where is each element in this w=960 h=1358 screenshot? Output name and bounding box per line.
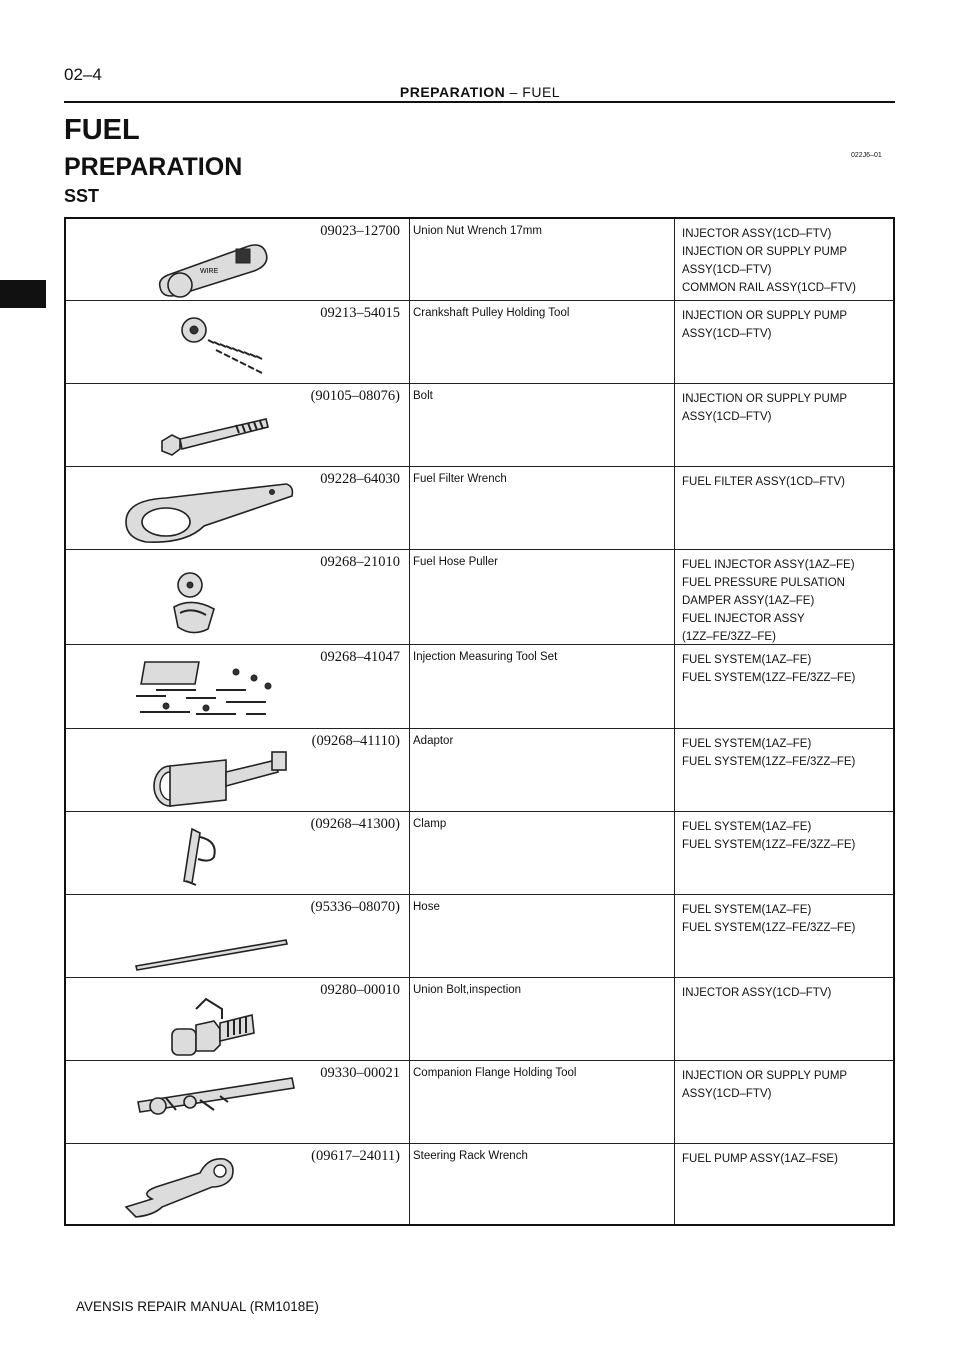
svg-text:WIRE: WIRE [200,268,219,275]
applies-to-list [682,390,888,426]
fuel-hose-puller-icon [96,567,296,637]
page-subtitle: PREPARATION [64,153,243,181]
applies-to-item: FUEL SYSTEM(1ZZ–FE/3ZZ–FE) [682,922,856,934]
applies-to-item: INJECTION OR SUPPLY PUMP [682,393,848,405]
table-row [66,550,893,645]
part-number: 09330–00021 [320,1065,400,1081]
running-header [0,84,960,100]
applies-to-item: FUEL SYSTEM(1AZ–FE) [682,821,812,833]
applies-to-item: FUEL SYSTEM(1AZ–FE) [682,654,812,666]
table-row [66,978,893,1061]
table-row [66,219,893,301]
applies-to-item: INJECTION OR SUPPLY PUMP [682,1070,848,1082]
applies-to-item: FUEL INJECTOR ASSY(1AZ–FE) [682,559,855,571]
header-section: PREPARATION [399,84,506,100]
page-title: FUEL [64,114,140,146]
applies-to-item: ASSY(1CD–FTV) [682,1088,772,1100]
page-footer: AVENSIS REPAIR MANUAL (RM1018E) [76,1299,319,1314]
part-number: (09268–41110) [311,733,400,749]
applies-to-item: ASSY(1CD–FTV) [682,264,772,276]
table-row [66,729,893,812]
sst-table [64,217,895,1226]
applies-to-item: FUEL SYSTEM(1AZ–FE) [682,738,812,750]
applies-to-list [682,307,888,343]
applies-to-item: ASSY(1CD–FTV) [682,411,772,423]
table-row [66,645,893,729]
part-number: (95336–08070) [310,899,400,915]
table-row [66,1061,893,1144]
applies-to-list [682,818,888,854]
applies-to-item: FUEL SYSTEM(1AZ–FE) [682,904,812,916]
tool-name: Bolt [413,390,433,402]
part-number: 09268–41047 [320,649,400,665]
hose-icon [96,906,296,976]
header-topic: FUEL [522,84,561,100]
applies-to-item: FUEL PRESSURE PULSATION [682,577,845,589]
table-row [66,895,893,978]
tool-name: Clamp [413,818,447,830]
part-number: 09023–12700 [320,223,400,239]
applies-to-item: INJECTION OR SUPPLY PUMP [682,246,848,258]
part-number: (09617–24011) [311,1148,400,1164]
fuel-filter-wrench-icon [96,478,296,548]
applies-to-list [682,901,888,937]
part-number: 09268–21010 [320,554,400,570]
applies-to-list [682,651,888,687]
applies-to-item: INJECTION OR SUPPLY PUMP [682,310,848,322]
applies-to-item: COMMON RAIL ASSY(1CD–FTV) [682,282,857,294]
applies-to-list [682,1067,888,1103]
applies-to-list [682,1150,888,1168]
table-row [66,301,893,384]
part-number: (90105–08076) [310,388,400,404]
tool-name: Hose [413,901,440,913]
section-tab-marker [0,280,46,308]
tool-name: Crankshaft Pulley Holding Tool [413,307,570,319]
applies-to-item: FUEL PUMP ASSY(1AZ–FSE) [682,1153,838,1165]
applies-to-list [682,473,888,491]
applies-to-item: FUEL SYSTEM(1ZZ–FE/3ZZ–FE) [682,839,856,851]
applies-to-item: INJECTOR ASSY(1CD–FTV) [682,987,832,999]
part-number: 09228–64030 [320,471,400,487]
tool-name: Fuel Filter Wrench [413,473,507,485]
header-separator: – [509,84,518,100]
tool-name: Injection Measuring Tool Set [413,651,558,663]
tool-name: Fuel Hose Puller [413,556,499,568]
tool-name: Union Nut Wrench 17mm [413,225,542,237]
bolt-icon [96,395,296,465]
section-label: SST [64,186,100,206]
page-number: 02–4 [64,65,102,84]
table-row [66,384,893,467]
applies-to-item: FUEL SYSTEM(1ZZ–FE/3ZZ–FE) [682,672,856,684]
table-row [66,467,893,550]
applies-to-item: FUEL INJECTOR ASSY [682,613,805,625]
companion-flange-holding-tool-icon [96,1072,296,1142]
applies-to-item: FUEL FILTER ASSY(1CD–FTV) [682,476,845,488]
applies-to-list [682,735,888,771]
adaptor-icon [96,740,296,810]
applies-to-item: DAMPER ASSY(1AZ–FE) [682,595,815,607]
figure-code: 022J6–01 [851,152,882,159]
applies-to-item: INJECTOR ASSY(1CD–FTV) [682,228,832,240]
part-number: (09268–41300) [310,816,400,832]
tool-name: Adaptor [413,735,454,747]
clamp-icon [96,823,296,893]
table-row [66,812,893,895]
applies-to-list [682,556,888,646]
header-rule [64,101,895,103]
applies-to-item: ASSY(1CD–FTV) [682,328,772,340]
tool-name: Companion Flange Holding Tool [413,1067,577,1079]
injection-measuring-tool-set-icon [96,656,296,726]
crankshaft-pulley-holding-tool-icon [96,312,296,382]
applies-to-item: (1ZZ–FE/3ZZ–FE) [682,631,776,643]
applies-to-item: FUEL SYSTEM(1ZZ–FE/3ZZ–FE) [682,756,856,768]
part-number: 09213–54015 [320,305,400,321]
part-number: 09280–00010 [320,982,400,998]
table-row [66,1144,893,1224]
tool-name: Union Bolt,inspection [413,984,522,996]
applies-to-list [682,984,888,1002]
union-bolt-icon [96,989,296,1059]
applies-to-list [682,225,888,297]
tool-name: Steering Rack Wrench [413,1150,528,1162]
